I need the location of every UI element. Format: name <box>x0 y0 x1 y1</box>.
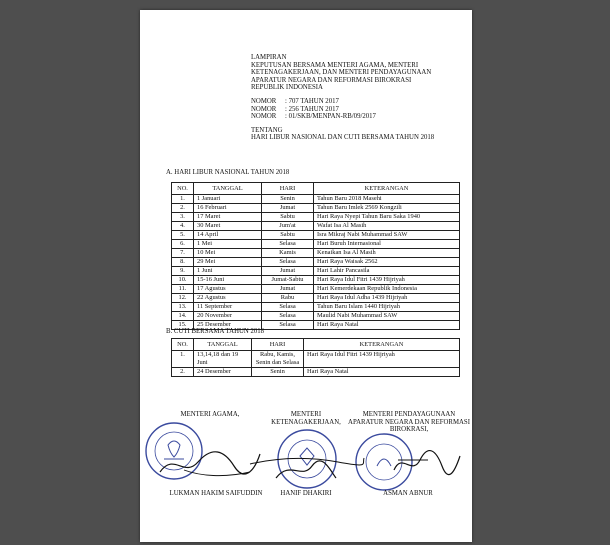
col-header-keterangan: KETERANGAN <box>314 183 460 195</box>
table-row <box>172 351 460 368</box>
col-header-keterangan: KETERANGAN <box>304 339 460 351</box>
cell-tanggal: 24 Desember <box>194 368 252 377</box>
cell-keterangan: Hari Lahir Pancasila <box>314 267 460 276</box>
cuti-table <box>171 338 460 377</box>
table-row <box>172 285 460 294</box>
cell-tanggal: 1 Mei <box>194 240 262 249</box>
signature-name: LUKMAN HAKIM SAIFUDDIN <box>169 490 263 497</box>
signature-scribble-panrb <box>384 446 464 486</box>
cell-tanggal: 17 Maret <box>194 213 262 222</box>
table-row <box>172 231 460 240</box>
nomor-value: : 707 TAHUN 2017 <box>285 97 339 105</box>
cell-no: 10. <box>172 276 194 285</box>
cell-keterangan: Hari Raya Waisak 2562 <box>314 258 460 267</box>
cell-no: 7. <box>172 249 194 258</box>
nomor-label: NOMOR <box>251 97 277 105</box>
col-header-hari: HARI <box>262 183 314 195</box>
cell-keterangan: Tahun Baru Imlek 2569 Kongzili <box>314 204 460 213</box>
table-header-row <box>172 339 460 351</box>
cell-keterangan: Hari Raya Natal <box>304 368 460 377</box>
nomor-label: NOMOR <box>251 113 277 121</box>
table-row <box>172 303 460 312</box>
header-line: REPUBLIK INDONESIA <box>251 84 323 92</box>
header-line: KEPUTUSAN BERSAMA MENTERI AGAMA, MENTERI <box>251 61 419 69</box>
cell-hari: Jumat <box>262 204 314 213</box>
header-line: APARATUR NEGARA DAN REFORMASI BIROKRASI <box>251 76 412 84</box>
table-row <box>172 195 460 204</box>
table-row <box>172 204 460 213</box>
cell-no: 2. <box>172 368 194 377</box>
col-header-no: NO. <box>172 339 194 351</box>
signature-name: HANIF DHAKIRI <box>280 490 332 497</box>
cell-no: 5. <box>172 231 194 240</box>
cell-keterangan: Wafat Isa Al Masih <box>314 222 460 231</box>
cell-no: 6. <box>172 240 194 249</box>
cell-tanggal: 15-16 Juni <box>194 276 262 285</box>
section-b-title: B. CUTI BERSAMA TAHUN 2018 <box>166 328 265 335</box>
cell-hari: Sabtu <box>262 213 314 222</box>
cell-no: 8. <box>172 258 194 267</box>
signature-block-agama <box>168 411 252 419</box>
cell-keterangan: Tahun Baru Islam 1440 Hijriyah <box>314 303 460 312</box>
col-header-hari: HARI <box>252 339 304 351</box>
cell-hari: Selasa <box>262 321 314 330</box>
nomor-label: NOMOR <box>251 105 277 113</box>
cell-keterangan: Hari Raya Idul Fitri 1439 Hijriyah <box>304 351 460 368</box>
cell-no: 1. <box>172 195 194 204</box>
tentang-label: TENTANG <box>251 126 283 134</box>
header-line: LAMPIRAN <box>251 54 287 61</box>
table-row <box>172 294 460 303</box>
table-row <box>172 276 460 285</box>
signature-block-naker <box>260 411 352 426</box>
signature-title: MENTERI PENDAYAGUNAAN APARATUR NEGARA DAN REFORMASI BIROKRASI, <box>348 411 470 434</box>
cell-no: 15. <box>172 321 194 330</box>
cell-tanggal: 1 Januari <box>194 195 262 204</box>
cell-keterangan: Hari Raya Nyepi Tahun Baru Saka 1940 <box>314 213 460 222</box>
cell-keterangan: Hari Raya Idul Fitri 1439 Hijriyah <box>314 276 460 285</box>
cell-hari: Rabu <box>262 294 314 303</box>
holiday-table <box>171 182 460 330</box>
signature-name: ASMAN ABNUR <box>383 490 433 497</box>
table-row <box>172 312 460 321</box>
cell-tanggal: 17 Agustus <box>194 285 262 294</box>
cell-hari: Sabtu <box>262 231 314 240</box>
section-a-title: A. HARI LIBUR NASIONAL TAHUN 2018 <box>166 169 290 176</box>
nomor-value: : 256 TAHUN 2017 <box>285 105 339 113</box>
header-line: KETENAGAKERJAAN, DAN MENTERI PENDAYAGUNAAN <box>251 69 432 77</box>
nomor-value: : 01/SKB/MENPAN-RB/09/2017 <box>285 113 376 121</box>
cell-hari: Jumat-Sabtu <box>262 276 314 285</box>
cell-hari: Jum'at <box>262 222 314 231</box>
document-page <box>140 10 472 542</box>
cell-hari: Jumat <box>262 285 314 294</box>
cell-hari: Senin <box>262 195 314 204</box>
cell-tanggal: 29 Mei <box>194 258 262 267</box>
cell-tanggal: 1 Juni <box>194 267 262 276</box>
cell-no: 11. <box>172 285 194 294</box>
cell-keterangan: Hari Kemerdekaan Republik Indonesia <box>314 285 460 294</box>
cell-no: 2. <box>172 204 194 213</box>
cell-hari: Selasa <box>262 303 314 312</box>
col-header-no: NO. <box>172 183 194 195</box>
cell-no: 1. <box>172 351 194 368</box>
signature-scribble-naker <box>246 450 366 486</box>
cell-keterangan: Hari Buruh Internasional <box>314 240 460 249</box>
table-row <box>172 258 460 267</box>
table-row <box>172 222 460 231</box>
cell-tanggal: 30 Maret <box>194 222 262 231</box>
col-header-tanggal: TANGGAL <box>194 339 252 351</box>
tentang-text: HARI LIBUR NASIONAL DAN CUTI BERSAMA TAHUN 2018 <box>251 134 435 142</box>
signature-name-wrap <box>266 490 346 498</box>
table-row <box>172 368 460 377</box>
signature-name-wrap <box>156 490 276 498</box>
cell-no: 12. <box>172 294 194 303</box>
cell-tanggal: 11 September <box>194 303 262 312</box>
cell-keterangan: Hari Raya Natal <box>314 321 460 330</box>
table-row <box>172 267 460 276</box>
cell-hari: Selasa <box>262 240 314 249</box>
cell-keterangan: Isra Mikraj Nabi Muhammad SAW <box>314 231 460 240</box>
cell-hari: Selasa <box>262 312 314 321</box>
cell-hari: Rabu, Kamis, Senin dan Selasa <box>252 351 304 368</box>
col-header-tanggal: TANGGAL <box>194 183 262 195</box>
document-header <box>251 54 466 142</box>
cell-keterangan: Tahun Baru 2018 Masehi <box>314 195 460 204</box>
cell-tanggal: 22 Agustus <box>194 294 262 303</box>
table-header-row <box>172 183 460 195</box>
signature-name-wrap <box>368 490 448 498</box>
signature-title: MENTERI AGAMA, <box>180 411 240 418</box>
cell-tanggal: 16 Februari <box>194 204 262 213</box>
tentang-block <box>251 127 466 142</box>
cell-keterangan: Maulid Nabi Muhammad SAW <box>314 312 460 321</box>
cell-tanggal: 14 April <box>194 231 262 240</box>
cell-no: 9. <box>172 267 194 276</box>
cell-keterangan: Hari Raya Idul Adha 1439 Hijriyah <box>314 294 460 303</box>
table-row <box>172 249 460 258</box>
cell-keterangan: Kenaikan Isa Al Masih <box>314 249 460 258</box>
cell-tanggal: 25 Desember <box>194 321 262 330</box>
table-row <box>172 213 460 222</box>
cell-tanggal: 13,14,18 dan 19 Juni <box>194 351 252 368</box>
cell-tanggal: 10 Mei <box>194 249 262 258</box>
cell-no: 4. <box>172 222 194 231</box>
cell-hari: Jumat <box>262 267 314 276</box>
nomor-block <box>251 98 466 121</box>
table-row <box>172 240 460 249</box>
cell-no: 13. <box>172 303 194 312</box>
cell-tanggal: 20 November <box>194 312 262 321</box>
signature-title: MENTERI KETENAGAKERJAAN, <box>271 411 341 426</box>
cell-hari: Kamis <box>262 249 314 258</box>
cell-no: 3. <box>172 213 194 222</box>
cell-no: 14. <box>172 312 194 321</box>
cell-hari: Selasa <box>262 258 314 267</box>
cell-hari: Senin <box>252 368 304 377</box>
